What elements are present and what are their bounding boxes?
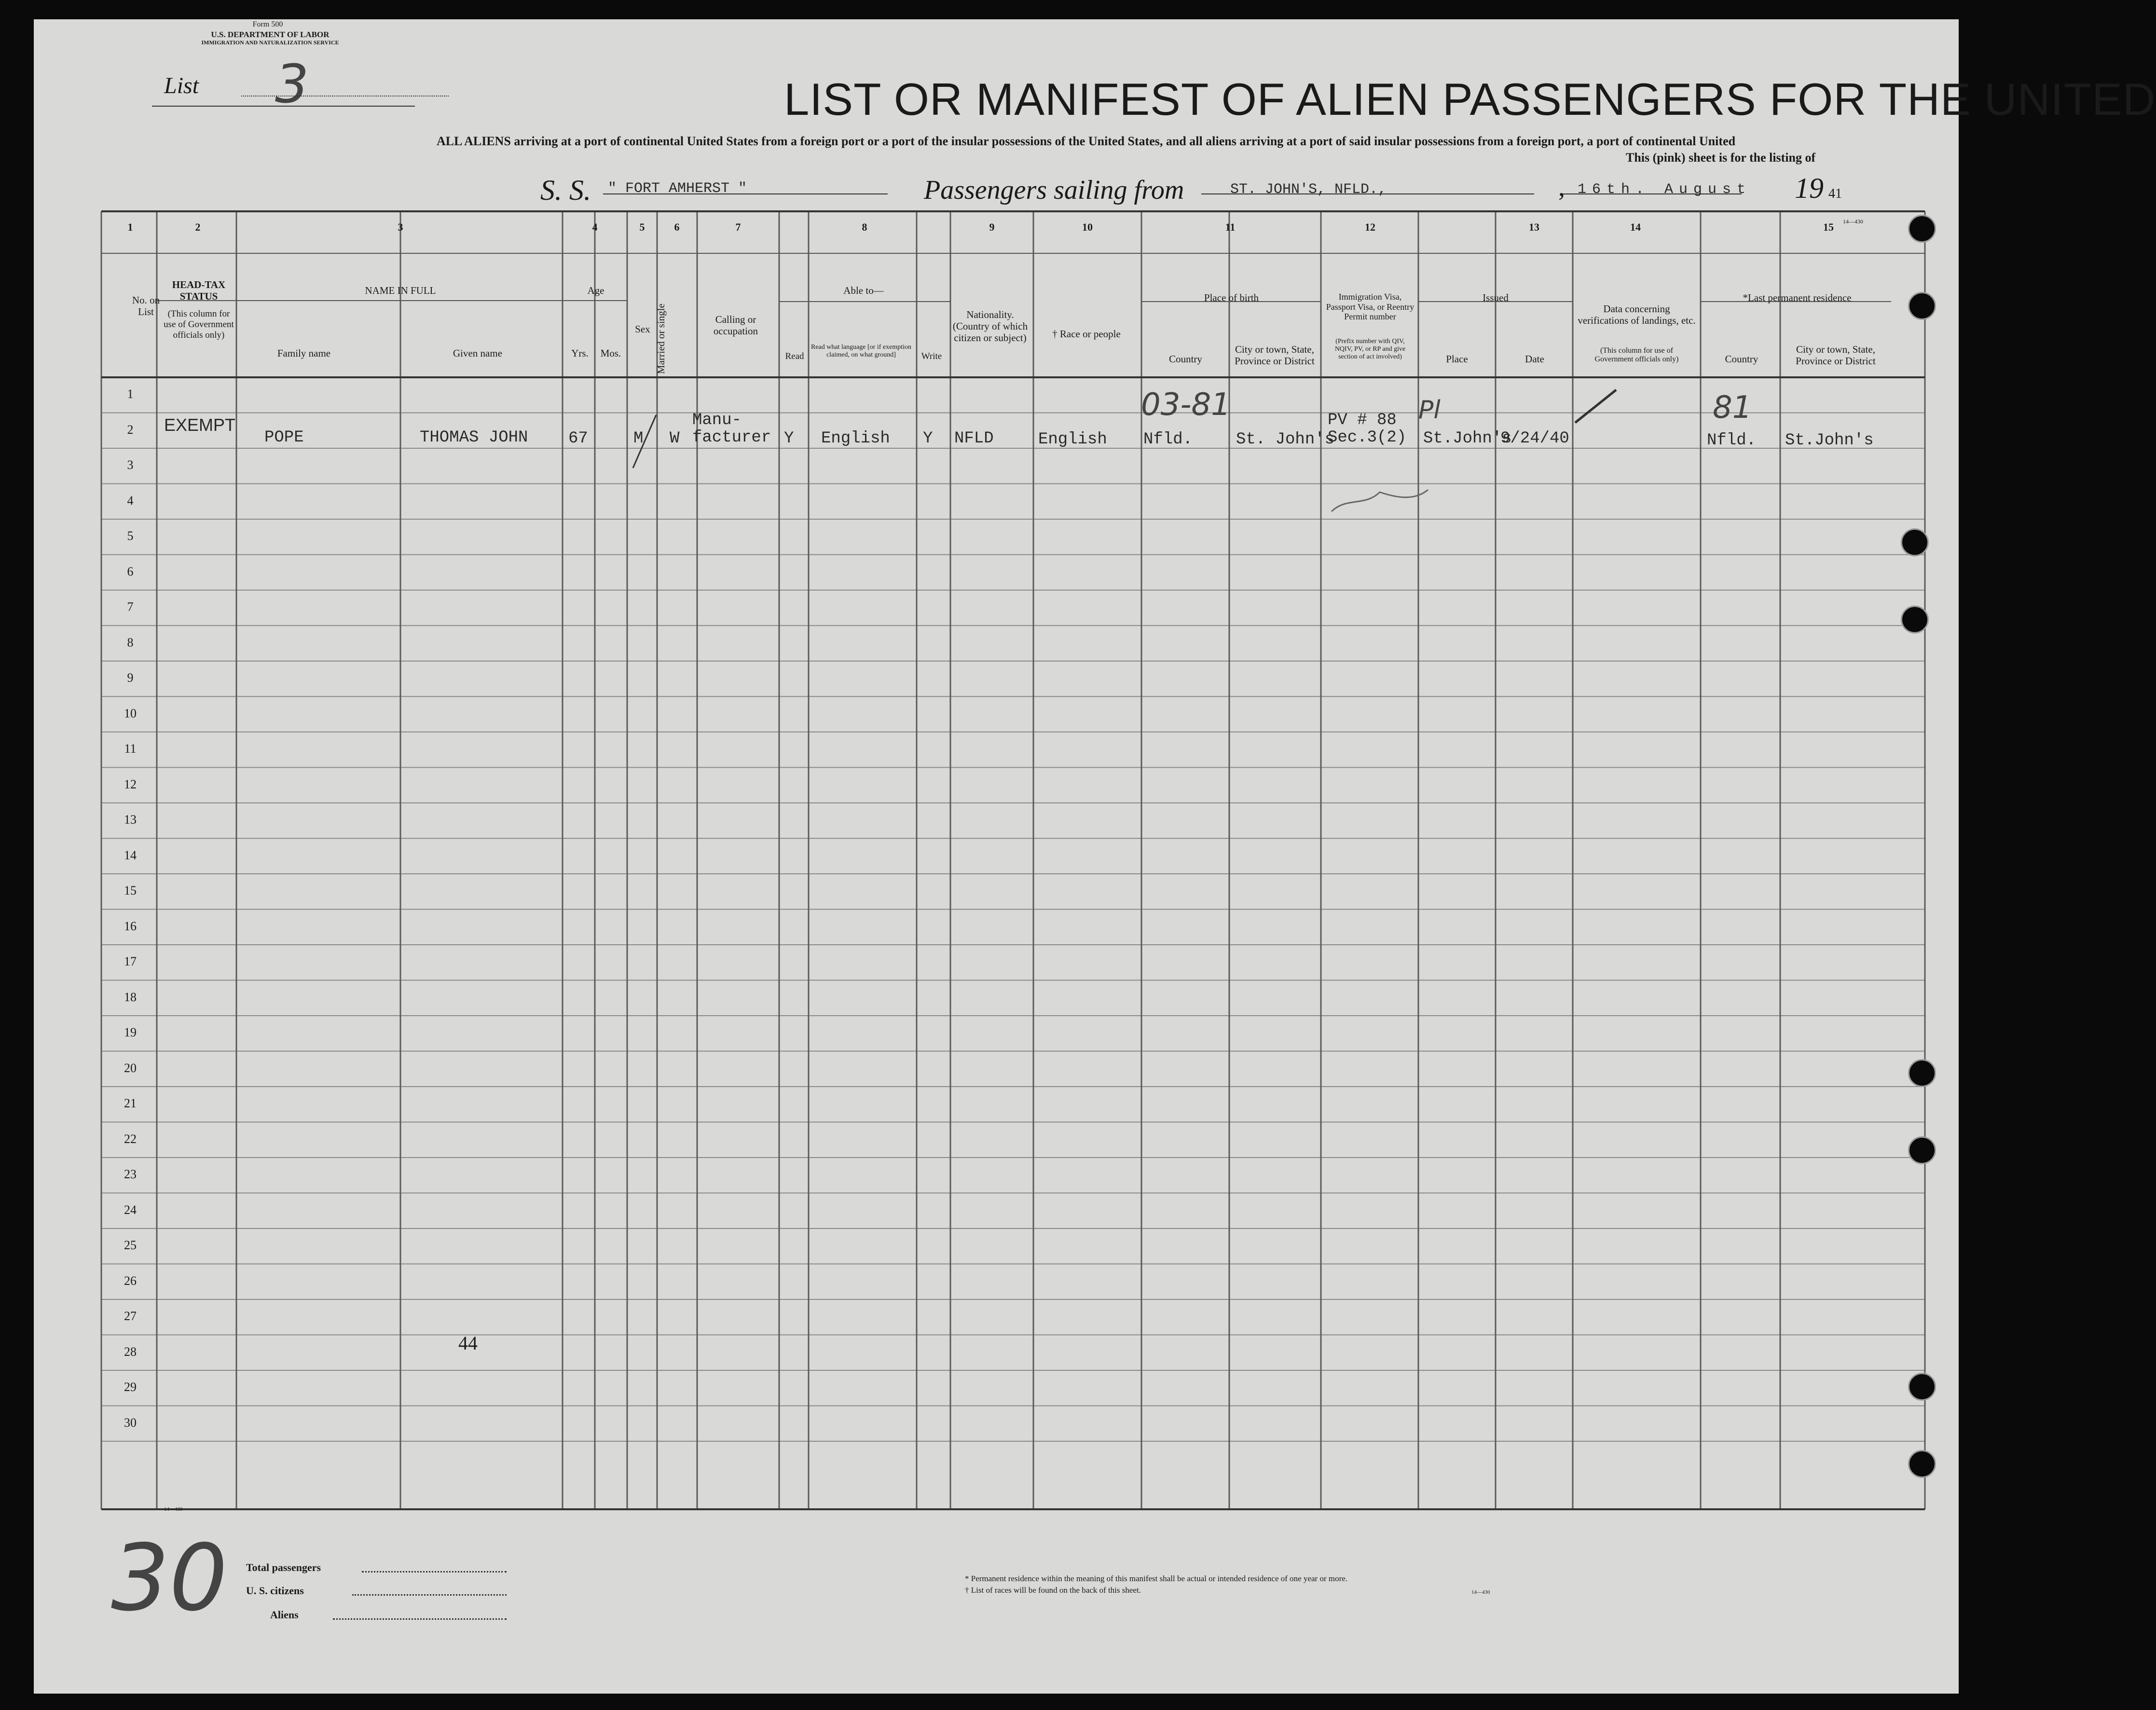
hdr-place-of-birth: Place of birth: [1204, 292, 1259, 303]
binder-hole: [1908, 1373, 1936, 1401]
column-number: 2: [195, 221, 201, 233]
hdr-able-to: Able to—: [843, 285, 884, 296]
birth-country: Nfld.: [1143, 430, 1193, 449]
row-number: 12: [124, 777, 137, 791]
year-suffix: 41: [1828, 186, 1842, 201]
occupation-line2: facturer: [692, 428, 771, 447]
sailing-port: ST. JOHN'S, NFLD.,: [1230, 181, 1387, 198]
us-citizens-line: [352, 1594, 507, 1596]
row-number: 8: [127, 635, 134, 649]
footer-aliens: Aliens: [270, 1609, 299, 1621]
row-number: 4: [127, 493, 134, 508]
row-number: 15: [124, 883, 137, 897]
binder-hole: [1908, 292, 1936, 320]
manifest-title: LIST OR MANIFEST OF ALIEN PASSENGERS FOR THE UNITED: [784, 74, 2156, 124]
ship-name: " FORT AMHERST ": [608, 180, 747, 197]
row-number: 19: [124, 1025, 137, 1039]
row-number: 21: [124, 1096, 137, 1110]
hdr-calling: Calling or occupation: [713, 314, 758, 337]
form-code-top: 14—430: [1843, 218, 1863, 225]
footnote-races: † List of races will be found on the back of this sheet.: [965, 1586, 1141, 1595]
hdr-read: Read: [785, 351, 804, 361]
row-number: 11: [124, 742, 137, 756]
hdr-res-country: Country: [1725, 353, 1758, 365]
column-number: 15: [1823, 221, 1834, 233]
row-number: 28: [124, 1344, 137, 1359]
row-number: 17: [124, 954, 137, 968]
column-number: 5: [639, 221, 645, 233]
hdr-read-language: Read what language [or if exemption claimed, on what ground]: [811, 344, 911, 359]
residence-code-handwritten: 81: [1713, 390, 1752, 426]
list-number: 3: [275, 53, 309, 115]
row-number: 22: [124, 1131, 137, 1146]
row-number: 7: [127, 600, 134, 614]
column-number: 12: [1365, 221, 1375, 233]
hdr-yrs: Yrs.: [571, 347, 589, 359]
sex: M: [633, 429, 644, 448]
column-number: 6: [674, 221, 680, 233]
bottom-mark-handwritten: 30: [111, 1525, 228, 1631]
given-name: THOMAS JOHN: [420, 428, 528, 447]
year-prefix: 19: [1795, 172, 1824, 204]
row-number: 2: [127, 422, 134, 437]
row-number: 16: [124, 919, 137, 933]
hdr-age: Age: [587, 285, 604, 296]
footnote-residence: * Permanent residence within the meaning of this manifest shall be actual or intended residence of one year or more.: [965, 1574, 1348, 1583]
binder-hole: [1901, 606, 1929, 634]
binder-hole: [1908, 1059, 1936, 1087]
birth-city: St. John's: [1236, 430, 1335, 449]
hdr-married: Married or single: [655, 303, 667, 374]
hdr-res-city: City or town, State, Province or District: [1796, 344, 1876, 367]
column-number: 4: [592, 221, 598, 233]
hdr-issued-place: Place: [1446, 353, 1468, 365]
pink-sheet-note: This (pink) sheet is for the listing of: [1626, 151, 1816, 165]
row-number: 3: [127, 458, 134, 472]
hdr-birth-city: City or town, State, Province or District: [1235, 344, 1315, 367]
issued-date: 9/24/40: [1500, 429, 1569, 448]
residence-city: St.John's: [1785, 431, 1874, 450]
form-number: Form 500: [252, 20, 283, 28]
form-code-bottom-left: 14—430: [164, 1506, 183, 1512]
column-number: 10: [1082, 221, 1093, 233]
column-number: 11: [1225, 221, 1236, 233]
sailing-date: 16th. August: [1578, 181, 1752, 198]
hdr-verification: Data concerning verifications of landings, etc.: [1578, 303, 1696, 327]
row-number: 26: [124, 1273, 137, 1288]
hdr-verification-note: (This column for use of Government officials only): [1594, 346, 1679, 364]
ss-label: S. S.: [540, 174, 591, 206]
list-number-line: [241, 96, 449, 97]
table-grid: [34, 19, 1959, 1694]
list-label: List: [164, 73, 199, 98]
issued-place: St.John's: [1423, 429, 1512, 448]
binder-hole: [1908, 1450, 1936, 1478]
visa-section: Sec.3(2): [1328, 428, 1407, 447]
row-number: 5: [127, 529, 134, 543]
stamp-number: 44: [458, 1332, 478, 1354]
row-number: 18: [124, 990, 137, 1004]
hdr-family-name: Family name: [277, 347, 331, 359]
binder-hole: [1908, 215, 1936, 243]
row-number: 27: [124, 1309, 137, 1323]
row-number: 6: [127, 564, 134, 579]
hdr-sex: Sex: [635, 323, 650, 335]
hdr-head-tax-note: (This column for use of Government officials only): [164, 309, 234, 340]
department: U.S. DEPARTMENT OF LABOR: [211, 30, 330, 39]
visa-number: PV # 88: [1328, 411, 1397, 429]
hdr-mos: Mos.: [600, 347, 621, 359]
service-name: IMMIGRATION AND NATURALIZATION SERVICE: [201, 39, 339, 46]
footer-total-passengers: Total passengers: [246, 1561, 321, 1573]
nationality: NFLD: [954, 429, 994, 448]
birth-code-handwritten: 03-81: [1141, 387, 1231, 423]
total-passengers-line: [362, 1571, 507, 1572]
hdr-visa: Immigration Visa, Passport Visa, or Reentry Permit number: [1326, 292, 1414, 322]
row-number: 1: [127, 387, 134, 401]
column-number: 1: [127, 221, 133, 233]
family-name: POPE: [264, 428, 304, 447]
column-number: 8: [862, 221, 867, 233]
form-code-bottom-right: 14—430: [1471, 1589, 1490, 1595]
occupation-line1: Manu-: [692, 411, 742, 429]
column-number: 14: [1630, 221, 1641, 233]
hdr-race: † Race or people: [1052, 328, 1121, 340]
binder-hole: [1901, 528, 1929, 556]
column-number: 9: [989, 221, 995, 233]
hdr-last-residence: *Last permanent residence: [1743, 292, 1852, 303]
hdr-birth-country: Country: [1169, 353, 1202, 365]
hdr-issued-date: Date: [1525, 353, 1544, 365]
row-number: 13: [124, 813, 137, 827]
can-read: Y: [784, 429, 794, 448]
hdr-write: Write: [921, 351, 942, 361]
hdr-visa-note: (Prefix number with QIV, NQIV, PV, or RP and give section of act involved): [1334, 338, 1406, 361]
manifest-subtitle: ALL ALIENS arriving at a port of continental United States from a foreign port or a port of the insular possessions of the United States, and all aliens arriving at a port of said insular possessions from a foreign port, a port of continental United: [437, 134, 1736, 148]
hdr-head-tax: HEAD-TAX STATUS: [172, 279, 226, 303]
hdr-nationality: Nationality. (Country of which citizen or subject): [952, 309, 1028, 344]
hdr-issued: Issued: [1483, 292, 1509, 303]
row-number: 29: [124, 1380, 137, 1394]
date-comma: ,: [1558, 172, 1565, 202]
head-tax-status: EXEMPT: [164, 415, 236, 435]
row-number: 10: [124, 706, 137, 720]
residence-country: Nfld.: [1707, 431, 1757, 450]
hdr-name-in-full: NAME IN FULL: [365, 285, 436, 296]
row-number: 23: [124, 1167, 137, 1181]
row-number: 9: [127, 671, 134, 685]
row-number: 25: [124, 1238, 137, 1252]
binder-hole: [1908, 1136, 1936, 1164]
row-number: 24: [124, 1202, 137, 1217]
aliens-line: [333, 1618, 507, 1620]
marital-status: W: [670, 429, 680, 448]
manifest-sheet: [34, 19, 2156, 1694]
visa-mark-handwritten: Pl: [1418, 396, 1441, 425]
can-write: Y: [923, 429, 933, 448]
sailing-label: Passengers sailing from: [924, 175, 1184, 205]
hdr-no-on-list: No. on List: [132, 294, 160, 318]
row-number: 20: [124, 1061, 137, 1075]
column-number: 7: [735, 221, 741, 233]
column-number: 13: [1529, 221, 1539, 233]
age-years: 67: [568, 429, 588, 448]
row-number: 30: [124, 1415, 137, 1430]
column-number: 3: [398, 221, 403, 233]
hdr-given-name: Given name: [453, 347, 503, 359]
footer-us-citizens: U. S. citizens: [246, 1585, 304, 1597]
read-language: English: [821, 429, 890, 448]
row-number: 14: [124, 848, 137, 862]
race: English: [1038, 430, 1107, 449]
